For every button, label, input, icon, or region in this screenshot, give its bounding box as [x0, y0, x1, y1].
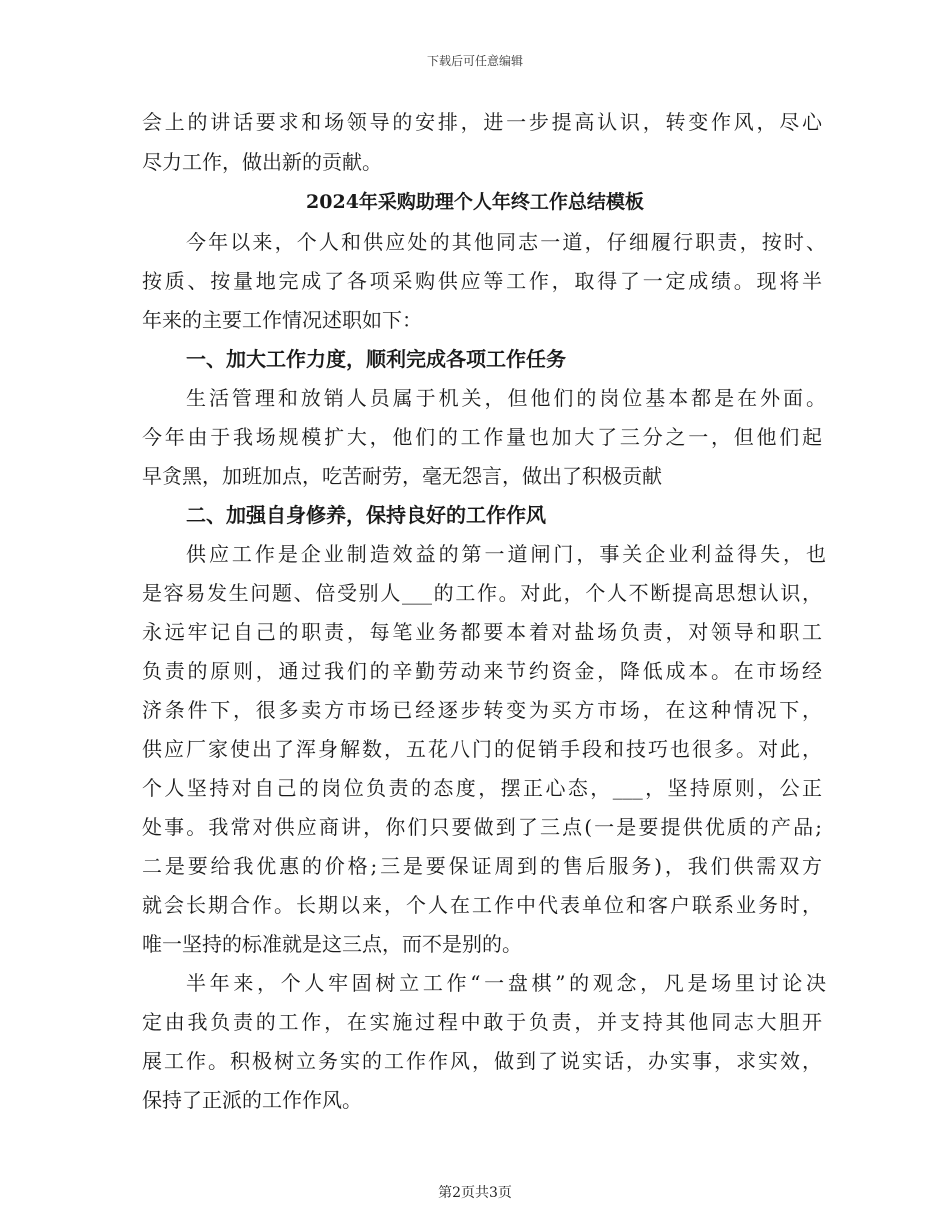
body-line: 生活管理和放销人员属于机关，但他们的岗位基本都是在外面。	[186, 386, 826, 410]
section-heading: 一、加大工作力度，顺利完成各项工作任务	[186, 347, 566, 371]
body-line: 供应厂家使出了浑身解数，五花八门的促销手段和技巧也很多。对此，	[142, 737, 822, 761]
body-line: 供应工作是企业制造效益的第一道闸门，事关企业利益得失，也	[186, 542, 826, 566]
document-title: 2024年采购助理个人年终工作总结模板	[306, 191, 644, 213]
body-line: 就会长期合作。长期以来，个人在工作中代表单位和客户联系业务时，	[142, 893, 822, 917]
page-footer: 第2页共3页	[438, 1185, 512, 1201]
body-line: 会上的讲话要求和场领导的安排，进一步提高认识，转变作风，尽心	[142, 110, 822, 134]
body-line: 二是要给我优惠的价格;三是要保证周到的售后服务)，我们供需双方	[142, 854, 822, 878]
body-line: 是容易发生问题、倍受别人___的工作。对此，个人不断提高思想认识，	[142, 581, 822, 605]
page-header: 下载后可任意编辑	[426, 54, 523, 68]
body-line: 保持了正派的工作作风。	[142, 1088, 362, 1112]
body-line: 个人坚持对自己的岗位负责的态度，摆正心态，___，坚持原则，公正	[142, 776, 822, 800]
body-line: 早贪黑，加班加点，吃苦耐劳，毫无怨言，做出了积极贡献	[142, 464, 662, 488]
body-line: 永远牢记自己的职责，每笔业务都要本着对盐场负责，对领导和职工	[142, 620, 822, 644]
body-line: 年来的主要工作情况述职如下：	[142, 308, 422, 332]
body-line: 处事。我常对供应商讲，你们只要做到了三点(一是要提供优质的产品;	[142, 815, 822, 839]
body-line: 半年来，个人牢固树立工作“一盘棋”的观念，凡是场里讨论决	[186, 971, 826, 995]
body-line: 按质、按量地完成了各项采购供应等工作，取得了一定成绩。现将半	[142, 269, 822, 293]
body-line: 定由我负责的工作，在实施过程中敢于负责，并支持其他同志大胆开	[142, 1010, 822, 1034]
body-line: 今年由于我场规模扩大，他们的工作量也加大了三分之一，但他们起	[142, 425, 822, 449]
body-line: 今年以来，个人和供应处的其他同志一道，仔细履行职责，按时、	[186, 230, 826, 254]
body-line: 济条件下，很多卖方市场已经逐步转变为买方市场，在这种情况下，	[142, 698, 822, 722]
body-line: 唯一坚持的标准就是这三点，而不是别的。	[142, 932, 522, 956]
body-line: 负责的原则，通过我们的辛勤劳动来节约资金，降低成本。在市场经	[142, 659, 822, 683]
body-line: 尽力工作，做出新的贡献。	[142, 150, 382, 174]
body-line: 展工作。积极树立务实的工作作风，做到了说实话，办实事，求实效，	[142, 1049, 822, 1073]
section-heading: 二、加强自身修养，保持良好的工作作风	[186, 503, 546, 527]
